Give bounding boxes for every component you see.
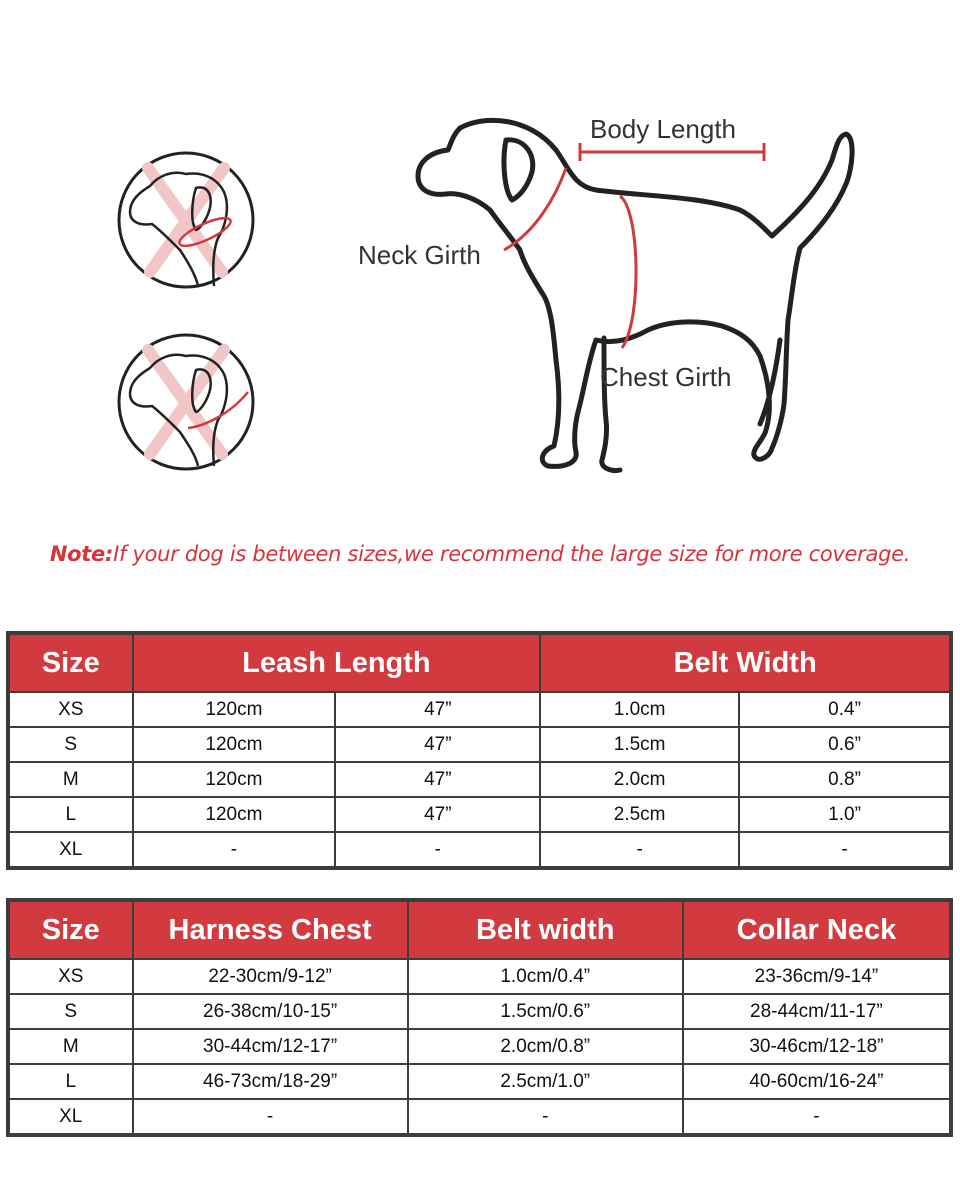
note-text: If your dog is between sizes,we recommend the large size for more coverage. — [113, 542, 911, 566]
header-harness-chest: Harness Chest — [133, 900, 408, 959]
leash-in-cell: 47” — [335, 727, 540, 762]
sizing-note — [0, 542, 960, 566]
table-row — [8, 762, 951, 797]
collar-neck-cell: 40-60cm/16-24” — [683, 1064, 951, 1099]
table-row — [8, 1029, 951, 1064]
leash-cm-cell: 120cm — [133, 797, 336, 832]
table-row — [8, 692, 951, 727]
collar-neck-cell: 28-44cm/11-17” — [683, 994, 951, 1029]
harness-chest-cell: 26-38cm/10-15” — [133, 994, 408, 1029]
harness-chest-cell: 46-73cm/18-29” — [133, 1064, 408, 1099]
leash-cm-cell: 120cm — [133, 692, 336, 727]
header-belt-width: Belt Width — [540, 633, 951, 692]
belt-cm-cell: 2.5cm — [540, 797, 739, 832]
belt-in-cell: 0.4” — [739, 692, 951, 727]
belt-cm-cell: 1.0cm — [540, 692, 739, 727]
leash-in-cell: 47” — [335, 692, 540, 727]
header-size: Size — [8, 633, 133, 692]
harness-chest-cell: 22-30cm/9-12” — [133, 959, 408, 994]
table-row — [8, 832, 951, 868]
belt-cm-cell: 2.0cm — [540, 762, 739, 797]
leash-in-cell: - — [335, 832, 540, 868]
size-cell: L — [8, 1064, 133, 1099]
table-row — [8, 1064, 951, 1099]
leash-in-cell: 47” — [335, 762, 540, 797]
size-cell: M — [8, 762, 133, 797]
leash-table-header — [8, 633, 951, 692]
belt-cm-cell: 1.5cm — [540, 727, 739, 762]
wrong-neck-measure-icon-2 — [119, 335, 253, 469]
chest-girth-marker — [620, 196, 636, 348]
belt-width-cell: - — [408, 1099, 683, 1135]
header-collar-neck: Collar Neck — [683, 900, 951, 959]
belt-cm-cell: - — [540, 832, 739, 868]
size-cell: M — [8, 1029, 133, 1064]
chest-girth-label: Chest Girth — [600, 362, 732, 392]
leash-cm-cell: 120cm — [133, 762, 336, 797]
table-row — [8, 1099, 951, 1135]
dog-measurement-illustration — [0, 0, 960, 520]
collar-neck-cell: - — [683, 1099, 951, 1135]
collar-neck-cell: 23-36cm/9-14” — [683, 959, 951, 994]
leash-size-table — [6, 631, 953, 870]
header-size: Size — [8, 900, 133, 959]
neck-girth-label: Neck Girth — [358, 240, 481, 270]
size-cell: S — [8, 727, 133, 762]
leash-in-cell: 47” — [335, 797, 540, 832]
belt-in-cell: - — [739, 832, 951, 868]
table-row — [8, 727, 951, 762]
harness-chest-cell: 30-44cm/12-17” — [133, 1029, 408, 1064]
leash-cm-cell: 120cm — [133, 727, 336, 762]
table-row — [8, 797, 951, 832]
header-leash-length: Leash Length — [133, 633, 541, 692]
size-cell: L — [8, 797, 133, 832]
size-cell: XS — [8, 959, 133, 994]
collar-neck-cell: 30-46cm/12-18” — [683, 1029, 951, 1064]
harness-table-header — [8, 900, 951, 959]
harness-chest-cell: - — [133, 1099, 408, 1135]
size-cell: XS — [8, 692, 133, 727]
table-row — [8, 959, 951, 994]
belt-in-cell: 0.8” — [739, 762, 951, 797]
note-prefix: Note: — [49, 542, 114, 566]
body-length-marker — [580, 143, 764, 161]
leash-cm-cell: - — [133, 832, 336, 868]
body-length-label: Body Length — [590, 114, 737, 144]
belt-width-cell: 1.5cm/0.6” — [408, 994, 683, 1029]
belt-width-cell: 1.0cm/0.4” — [408, 959, 683, 994]
belt-in-cell: 1.0” — [739, 797, 951, 832]
size-cell: XL — [8, 1099, 133, 1135]
belt-in-cell: 0.6” — [739, 727, 951, 762]
size-cell: XL — [8, 832, 133, 868]
belt-width-cell: 2.5cm/1.0” — [408, 1064, 683, 1099]
wrong-neck-measure-icon-1 — [119, 153, 253, 287]
table-row — [8, 994, 951, 1029]
harness-size-table — [6, 898, 953, 1137]
belt-width-cell: 2.0cm/0.8” — [408, 1029, 683, 1064]
header-belt-width: Belt width — [408, 900, 683, 959]
size-cell: S — [8, 994, 133, 1029]
